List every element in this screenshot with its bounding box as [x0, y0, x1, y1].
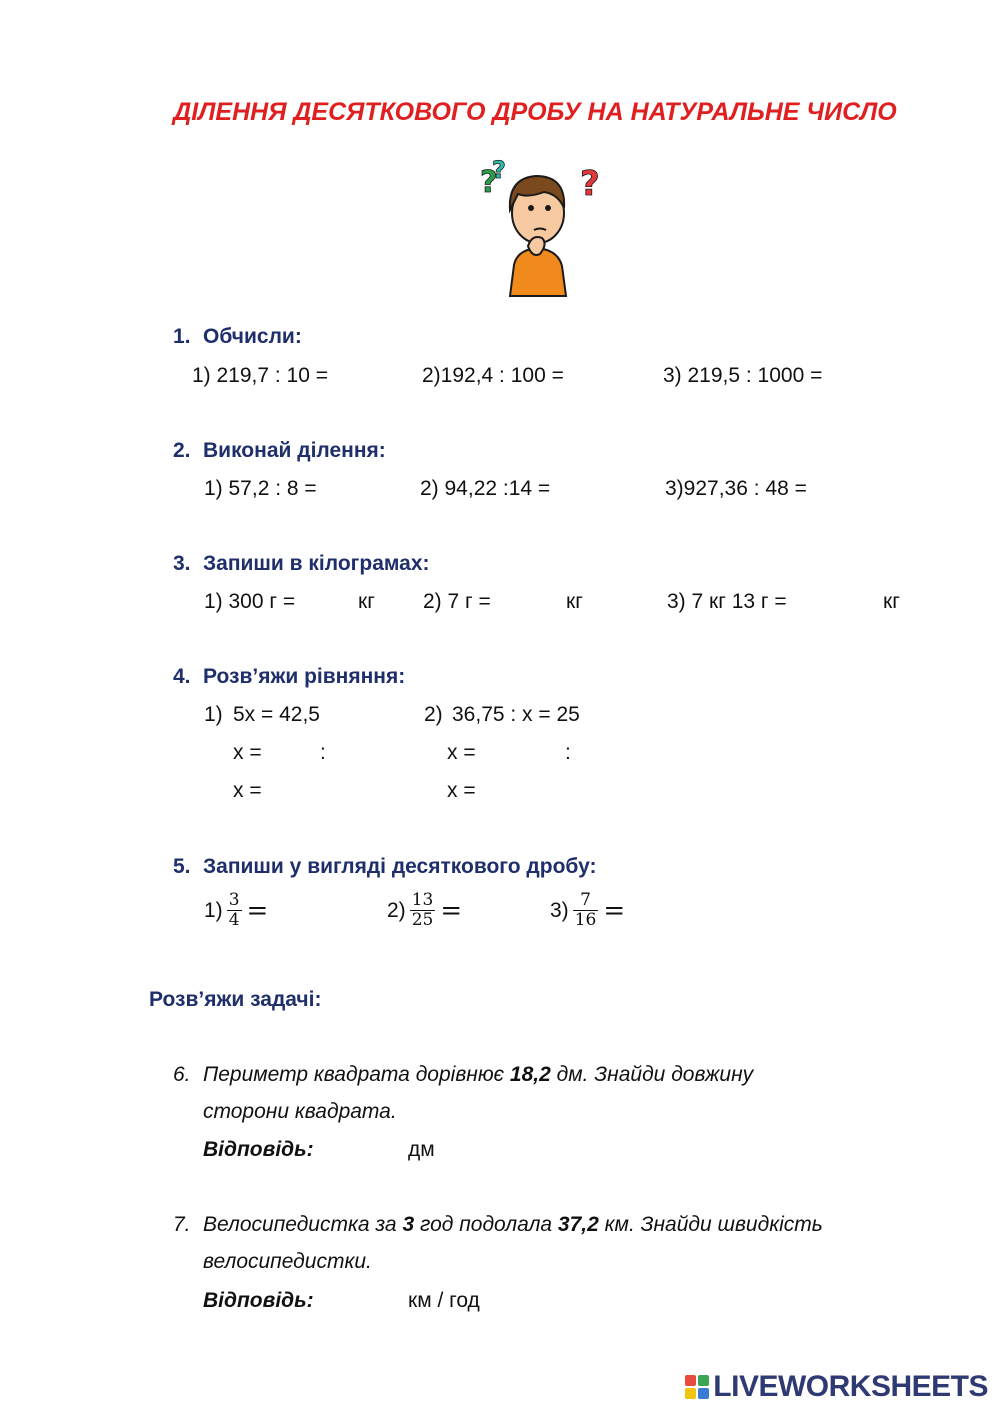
task6-answer-unit: дм — [408, 1138, 435, 1161]
svg-text:?: ? — [580, 164, 600, 204]
task7-answer-unit: км / год — [408, 1289, 480, 1312]
task4-eq2-step1: х = — [447, 741, 476, 764]
task5-fraction-1-den: 4 — [228, 910, 240, 930]
task4-eq1-label: 1) — [204, 703, 223, 726]
task5-fraction-3-eq: = — [603, 895, 626, 926]
task5-fraction-2-eq: = — [440, 895, 463, 926]
task4-number: 4. — [173, 665, 191, 688]
page-title: ДІЛЕННЯ ДЕСЯТКОВОГО ДРОБУ НА НАТУРАЛЬНЕ ЧИСЛО — [173, 98, 897, 126]
problems-heading: Розв’яжи задачі: — [149, 988, 322, 1011]
task3-unit-3: кг — [883, 590, 900, 613]
question-mark-icon: ? — [492, 156, 506, 184]
task3-unit-2: кг — [566, 590, 583, 613]
svg-text:?: ? — [480, 165, 498, 200]
task5-fraction-2-num: 13 — [411, 890, 434, 910]
task1-item-2: 2)192,4 : 100 = — [422, 364, 564, 387]
task5-fraction-1-eq: = — [246, 895, 269, 926]
task6-line-2: сторони квадрата. — [203, 1100, 397, 1123]
task5-fraction-1-label: 1) — [204, 898, 223, 922]
task3-heading: Запиши в кілограмах: — [203, 552, 430, 575]
task5-fraction-2-value — [410, 891, 436, 930]
task3-number: 3. — [173, 552, 191, 575]
task3-item-3: 3) 7 кг 13 г = — [667, 590, 787, 613]
task6-line-1 — [203, 1063, 753, 1087]
task5-fraction-2 — [387, 891, 462, 930]
task7-line-1 — [203, 1213, 823, 1237]
task5-fraction-1-value — [227, 891, 242, 930]
task5-fraction-3-num: 7 — [573, 891, 599, 911]
task6-answer-label: Відповідь: — [203, 1138, 314, 1161]
task7-distance-value: 37,2 — [557, 1213, 599, 1236]
task4-eq2-step2: х = — [447, 779, 476, 802]
thinking-boy-icon — [462, 150, 612, 300]
task2-number: 2. — [173, 439, 191, 462]
task6-text-a: Периметр квадрата дорівнює — [203, 1063, 510, 1086]
task4-eq1-colon: : — [320, 741, 326, 764]
task4-heading: Розв’яжи рівняння: — [203, 665, 406, 688]
task5-fraction-3 — [550, 891, 625, 930]
task6-number: 6. — [173, 1063, 191, 1086]
task1-heading: Обчисли: — [203, 325, 302, 348]
task4-eq2-equation: 36,75 : х = 25 — [452, 703, 580, 726]
task4-eq1-equation: 5х = 42,5 — [233, 703, 320, 726]
task2-item-3: 3)927,36 : 48 = — [665, 477, 807, 500]
task2-item-1: 1) 57,2 : 8 = — [204, 477, 317, 500]
task3-item-2: 2) 7 г = — [423, 590, 491, 613]
task7-line-2: велосипедистки. — [203, 1250, 372, 1273]
task7-text-a: Велосипедистка за — [203, 1213, 403, 1236]
task4-eq2-label: 2) — [424, 703, 443, 726]
task5-fraction-1 — [204, 891, 268, 930]
liveworksheets-logo-icon — [685, 1375, 709, 1399]
task4-eq2-colon: : — [565, 741, 571, 764]
task7-hours-value: 3 — [402, 1213, 415, 1236]
task7-text-c: год подолала — [414, 1213, 558, 1236]
task3-item-1: 1) 300 г = — [204, 590, 296, 613]
task6-text-c: дм. Знайди довжину — [550, 1063, 754, 1086]
task4-eq1-step1: х = — [233, 741, 262, 764]
task5-fraction-3-den: 16 — [574, 910, 597, 930]
task5-fraction-2-den: 25 — [411, 910, 434, 930]
task7-number: 7. — [173, 1213, 191, 1236]
task1-number: 1. — [173, 325, 191, 348]
task7-answer-label: Відповідь: — [203, 1289, 314, 1312]
task5-heading: Запиши у вигляді десяткового дробу: — [203, 855, 597, 878]
task3-unit-1: кг — [358, 590, 375, 613]
task1-item-1: 1) 219,7 : 10 = — [192, 364, 329, 387]
task5-fraction-3-value — [573, 891, 599, 930]
task2-item-2: 2) 94,22 :14 = — [420, 477, 551, 500]
task5-fraction-1-num: 3 — [228, 890, 240, 910]
task6-perimeter-value: 18,2 — [509, 1063, 551, 1086]
task5-fraction-3-label: 3) — [550, 898, 569, 922]
task5-number: 5. — [173, 855, 191, 878]
task2-heading: Виконай ділення: — [203, 439, 386, 462]
task7-text-e: км. Знайди швидкість — [598, 1213, 823, 1236]
task5-fraction-2-label: 2) — [387, 898, 406, 922]
task1-item-3: 3) 219,5 : 1000 = — [663, 364, 823, 387]
task4-eq1-step2: х = — [233, 779, 262, 802]
liveworksheets-logo — [685, 1370, 988, 1404]
liveworksheets-brand: LIVEWORKSHEETS — [713, 1370, 988, 1403]
